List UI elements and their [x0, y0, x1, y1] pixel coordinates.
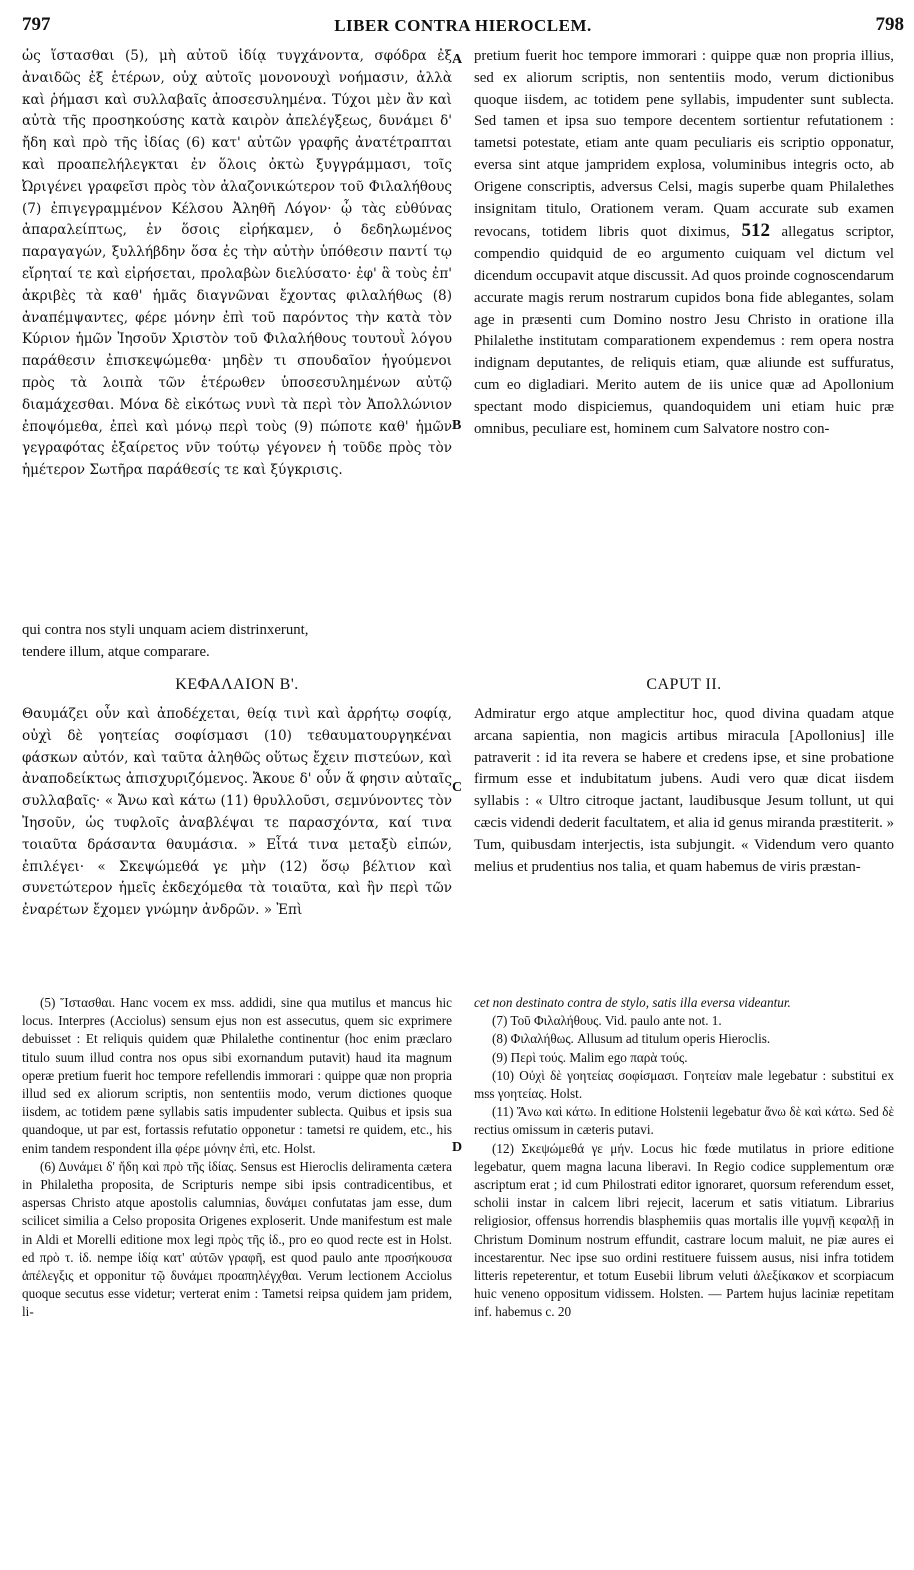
margin-letter-d: D — [452, 1140, 463, 1155]
running-title: LIBER CONTRA HIEROCLEM. — [334, 16, 592, 35]
latin-chapter-paragraph: Admiratur ergo atque amplectitur hoc, quod divina quadam atque arcana sapientia, non magicis artibus miracula [Apollonius] ille patraverit : id ita revera se habere et credens ipse, et sine probatione firmum esse et indubitatum jubens. Audi vero quæ dicat iisdem syllabis : « Ultro citroque jactant, laudibusque Jesum tollunt, ut qui cæcis videndi dederit facultatem, et alia id genus miranda præstiterit. » Tum, quibusdam interjectis, ista subjungit. « Videndum vero quanto melius et prudentius nos talia, et quam habemus de viris præstan- — [474, 706, 894, 875]
page-number-left: 797 — [22, 14, 51, 35]
latin-text-a: pretium fuerit hoc tempore immorari : quippe quæ non propria illius, sed ex aliorum scriptis, non sententiis modo, verum dictionibus quoque iisdem, ac totidem pene syllabis, impudenter sunt sublecta. Sed tamen et ipsa suo tempore decentem sortientur refutationem : tametsi potestate, etiam ante quam peculiaris eis scriptio opponatur, eversa sint atque jampridem explosa, voluminibus integris octo, ab Origene conscriptis, adversus Celsi, magis superbe quam Philalethes insignitam titulo, Orationem veram. Quam accurate sub examen revocans, totidem libris quot diximus, — [474, 48, 894, 241]
column-number: 512 — [741, 220, 770, 242]
page-number-right: 798 — [875, 14, 904, 35]
full-line-2: tendere illum, atque comparare. — [22, 644, 210, 660]
heading-latin: CAPUT II. — [646, 676, 722, 693]
greek-chapter-text — [22, 704, 452, 974]
greek-chapter-paragraph: Θαυμάζει οὖν καὶ ἀποδέχεται, θείᾳ τινὶ καὶ ἀρρήτῳ σοφίᾳ, οὐχὶ δὲ γοητείας σοφίσμασι (10) τεθαυματουργηκέναι φάσκων αὐτόν, καὶ ταῦτα ἀληθῶς οὕτως ἔχειν πιστεύων, καὶ ἀναποδείκτως ἀπισχυριζόμενος. Ἄκουε δ' οὖν ἅ φησιν αὐταῖς συλλαβαῖς· « Ἄνω καὶ κάτω (11) θρυλλοῦσι, σεμνύνοντες τὸν Ἰησοῦν, ὡς τυφλοῖς ἀναβλέψαι τε παρασχόντα, καί τινα τοιαῦτα δράσαντα θαυμάσια. » Εἶτά τινα μεταξὺ εἰπών, ἐπιλέγει· « Σκεψώμεθά γε μὴν (12) ὅσῳ βέλτιον καὶ συνετώτερον ἡμεῖς ἐκδεχόμεθα τὰ τοιαῦτα, καὶ ἣν περὶ τῶν ἐναρέτων ἔχομεν γνώμην ἀνδρῶν. » Ἐπὶ — [22, 706, 452, 919]
heading-greek: ΚΕΦΑΛΑΙΟΝ Β'. — [175, 676, 299, 693]
footnote: (7) Τοῦ Φιλαλήθους. Vid. paulo ante not. 1. — [492, 1013, 722, 1029]
footnotes-right — [474, 994, 894, 1322]
margin-letter-c: C — [452, 780, 463, 795]
latin-chapter-text — [474, 704, 894, 974]
footnote: (10) Οὐχὶ δὲ γοητείας σοφίσμασι. Γοητείαν male legebatur : substitui ex mss γοητείας. Holst. — [474, 1067, 894, 1102]
footnote: (11) Ἄνω καὶ κάτω. In editione Holstenii legebatur ἄνω δὲ καὶ κάτω. Sed δὲ rectius omissum in cæteris putavi. — [474, 1104, 894, 1138]
footnote: cet non destinato contra de stylo, satis illa eversa videantur. — [474, 995, 791, 1010]
latin-text-b: allegatus scriptor, compendio quidquid de eo argumento cuiquam vel dictum vel dicendum occupavit atque discussit. Ad quos proinde cognoscendarum accurate magis rerum nostrarum cupidos bona fide ablegantes, solam age in præsenti cum Domino nostro Jesu Christo in oratione illa Philalethe institutam comparationem expendemus : rem opera nostra indignam deputantes, de reliquis etiam, quæ aliunde est suffuratus, cum eo digladiari. Merito autem de iis unice quæ ad Apollonium spectant modo dispiciemus, quandoquidem uni etiam huic præ omnibus, peculiare est, hominem cum Salvatore nostro con- — [474, 224, 894, 437]
footnote: (9) Περὶ τούς. Malim ego παρὰ τούς. — [492, 1049, 688, 1065]
footnote: (5) Ἵστασθαι. Hanc vocem ex mss. addidi, sine qua mutilus et mancus hic locus. Interpres (Acciolus) sensum ejus non est assecutus, quem sic exprimere debuisset : Et reliquis quidem quæ Philalethe continentur (hoc enim præclaro titulo suum illud contra nos opus sibi exornandum putavit) haud ita magnum operæ pretium fuerit hoc tempore refellendis immorari : quippe quæ non propria illud sed ex aliorum scriptis, non sententiis modo, verum dictiones quoque iisdem, ac totidem pæne syllabis satis impudenter sublecta. Quibus et ipsis sua quandoque, ut par est, fortassis refutatio opponetur : tametsi re quidem, etc., his enim tandem respondent illa φέρε μόνην ἐπὶ, etc. Holst. — [22, 995, 452, 1156]
page-header — [22, 14, 904, 40]
margin-letter-b: B — [452, 418, 462, 433]
footnote: (6) Δυνάμει δ' ἤδη καὶ πρὸ τῆς ἰδίας. Sensus est Hieroclis deliramenta cætera in Philaletha proposita, de Scripturis nempe sibi ipsis contradicentibus, et aspersas Christo atque apostolis calumnias, δυνάμει confutatas jam esse, dum scilicet similia a Celso proposita Origenes exploserit. Unde manifestum est male in Aldi et Morelli editione mox legi πρὸς τῆς ἰδ., pro eo quod recte est in Holst. ed πρὸ τ. ἰδ. nempe ἰδίᾳ κατ' αὐτῶν γραφῆ, est quod paulo ante προσήκουσα ἀπέλεγξις et opponitur τῷ δυνάμει προαπηλέγχθαι. Verum lectionem Acciolus quoque secutus esse videtur; verterat enim : Tametsi reipsa quidem jam pridem, li- — [22, 1158, 452, 1320]
full-line-1: qui contra nos styli unquam aciem distrinxerunt, — [22, 622, 309, 638]
full-width-text — [22, 619, 894, 663]
greek-column-top — [22, 46, 452, 611]
margin-letter-a: A — [452, 52, 463, 67]
greek-paragraph: ὡς ἵστασθαι (5), μὴ αὐτοῦ ἰδίᾳ τυγχάνοντα, σφόδρα ἐξ ἀναιδῶς ἐξ ἑτέρων, οὐχ αὐτοῖς μονονουχὶ νοήμασιν, ἀλλὰ καὶ ῥήμασι καὶ συλλαβαῖς ἀποσεσυλημένα. Τύχοι μὲν ἂν καὶ αὐτὰ τῆς προσηκούσης κατὰ καιρὸν ἀπελέγξεως, δυνάμει δ' ἤδη καὶ πρὸ τῆς ἰδίας (6) κατ' αὐτῶν γραφῆς ἀνατέτραπται καὶ προαπελήλεγκται ἐν ὅλοις ὀκτὼ ξυγγράμμασι, τοῖς Ὠριγένει γραφεῖσι πρὸς τὸν ἀλαζονικώτερον τοῦ Φιλαλήθους (7) ἐπιγεγραμμένον Κέλσου Ἀληθῆ Λόγον· ᾧ τὰς εὐθύνας ἀπαραλείπτως, ἐν ὅσοις εἰρήκαμεν, ὁ δεδηλωμένος παραγαγών, ξυλλήβδην ὅσα ἐς τὴν αὐτὴν ὑπόθεσιν παντί τῳ εἴρηταί τε καὶ εἰρήσεται, προλαβὼν διελύσατο· ἐφ' ἃ τοὺς ἐπ' ἀκριβὲς τὰ καθ' ἡμᾶς διαγνῶναι ἔχοντας φιλαλήθως (8) ἀναπέμψαντες, φέρε μόνην ἐπὶ τοῦ παρόντος τὴν κατὰ τὸν Κύριον ἡμῶν Ἰησοῦν Χριστὸν τοῦ Φιλαλήθους τουτουῒ λόγου παράθεσιν ἐπισκεψώμεθα· μηδὲν τι σπουδαῖον ἡγούμενοι πρὸς τὰ λοιπὰ τῶν ἑτέρωθεν ὑποσεσυλημένων αὐτῷ διαμάχεσθαι. Μόνα δὲ εἰκότως νυνὶ τὰ περὶ τὸν Ἀπολλώνιον ἐποψόμεθα, ἐπεὶ καὶ μόνῳ περὶ τοὺς (9) πώποτε καθ' ἡμῶν γεγραφότας ἐξαίρετος νῦν τούτῳ γέγονεν ἡ τοῦδε πρὸς τὸν ἡμέτερον Σωτῆρα παράθεσίς τε καὶ ξύγκρισις. — [22, 48, 452, 479]
latin-column-top — [474, 46, 894, 611]
footnotes-left — [22, 994, 452, 1322]
latin-paragraph — [474, 46, 894, 440]
footnote: (12) Σκεψώμεθά γε μήν. Locus hic fœde mutilatus in priore editione legebatur, quem magna lacuna liberavi. In Regio codice supplementum oræ ascriptum erat ; id cum Philostrati editor ignoraret, quorsum referendum esset, scholii instar in calcem libri rejecit, lacerum et satis vitiatum. Librarius religiosior, offensus horrendis blasphemiis quas mortalis ille γυμνῇ κεφαλῇ in Christum Dominum nostrum effundit, castrare locum maluit, ne piæ aures ei incestarentur. Nec ipse suo ordini restituere fuissem ausus, nisi infra totidem litteris repeterentur, et totum Eusebii librum veluti ἀλεξίκακον et scorpiacum huic veneno oppositum vidissem. Holsten. — Partem hujus laciniæ repetitam inf. habemus c. 20 — [474, 1140, 894, 1320]
footnote: (8) Φιλαλήθως. Allusum ad titulum operis Hieroclis. — [492, 1031, 771, 1047]
